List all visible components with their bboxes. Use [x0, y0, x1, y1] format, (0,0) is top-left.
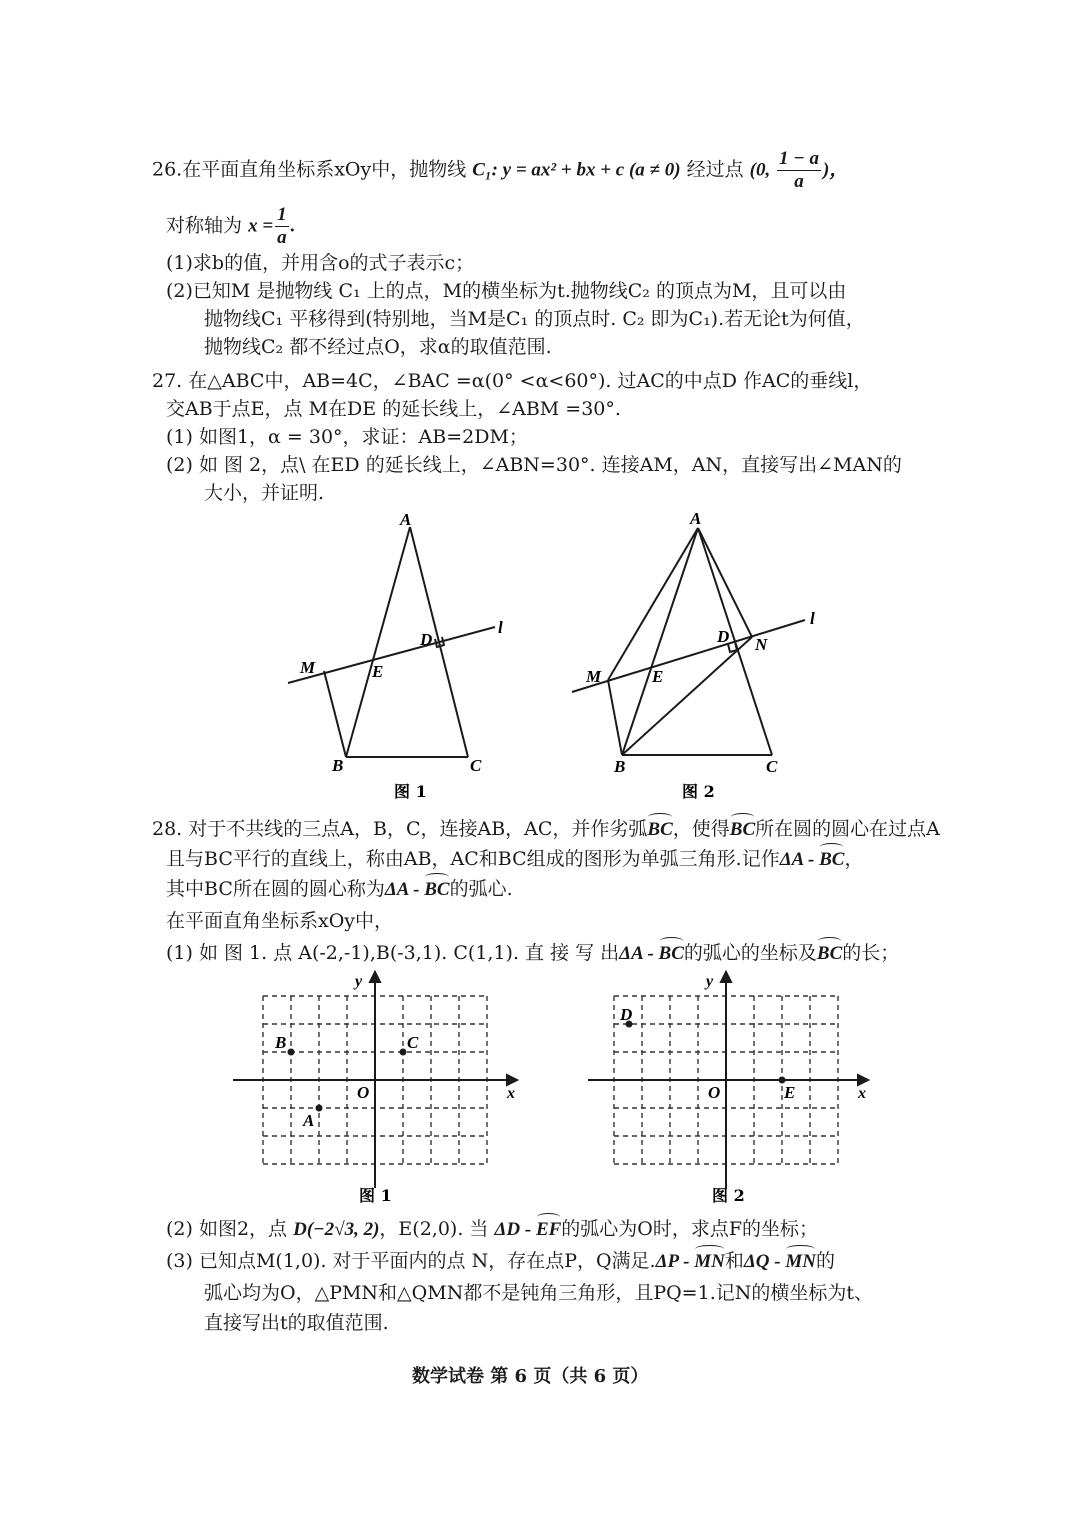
point-B [288, 1049, 295, 1056]
q26-parabola-equation: C₁: y = ax² + bx + c (a ≠ 0) [472, 159, 681, 181]
label-C: C [407, 1033, 419, 1052]
tri-A-2: ΔA - [384, 879, 425, 900]
q27-part1: (1) 如图1，α = 30°，求证：AB=2DM； [166, 426, 528, 448]
q28-part3-line3: 直接写出t的取值范围. [204, 1312, 389, 1334]
q28-line2 [166, 846, 863, 873]
q28-part2-mid: ，E(2,0). 当 [379, 1218, 489, 1240]
q26-axis-fraction [275, 204, 289, 249]
label-y: y [355, 973, 363, 990]
tri-A: ΔA - [779, 849, 820, 870]
segment-MB [324, 671, 346, 757]
q27-part2-line1: (2) 如 图 2，点\ 在ED 的延长线上，∠ABN=30°. 连接AM，AN，直接写出∠MAN的 [166, 454, 902, 476]
q26-point-open: (0, [749, 159, 775, 181]
q26-part1: (1)求b的值，并用含o的式子表示c； [166, 252, 475, 274]
segment-AN [698, 528, 752, 637]
q28-line1-post: 所在圆的圆心在过点A [755, 818, 940, 840]
label-E: E [372, 662, 384, 681]
q28-line1-mid: ，使得 [672, 818, 730, 840]
point-A [316, 1105, 323, 1112]
line-l [288, 627, 495, 683]
arc-EF: EF [536, 1217, 561, 1243]
label-E: E [784, 1083, 796, 1102]
q26-part2-line3: 抛物线C₂ 都不经过点O，求α的取值范围. [204, 336, 552, 358]
tri-D: ΔD - [494, 1219, 536, 1240]
q28-part3-line1 [166, 1248, 835, 1275]
grid-2-caption: 图 2 [712, 1186, 745, 1205]
q28-line2-pre: 且与BC平行的直线上，称由AB，AC和BC组成的图形为单弧三角形.记作 [166, 848, 780, 870]
q26-point-close: )， [823, 159, 849, 181]
label-B: B [275, 1033, 287, 1052]
arc-BC-4: BC [424, 877, 449, 903]
arc-BC: BC [647, 817, 672, 843]
q26-part2-line2: 抛物线C₁ 平移得到(特别地，当M是C₁ 的顶点时. C₂ 即为C₁).若无论t为何值， [204, 308, 865, 330]
label-x: x [858, 1085, 866, 1102]
q26-passes-through: 经过点 [686, 158, 744, 181]
q28-line2-post: ， [844, 848, 864, 870]
q28-part3-line2: 弧心均为O，△PMN和△QMN都不是钝角三角形，且PQ=1.记N的横坐标为t、 [204, 1282, 873, 1304]
segment-AB [346, 527, 410, 757]
label-l: l [810, 609, 815, 628]
point-C [400, 1049, 407, 1056]
arc-BC-2: BC [730, 817, 755, 843]
q28-part2 [166, 1216, 818, 1243]
q28-part1-pre: (1) 如 图 1. 点 A(-2,-1),B(-3,1). C(1,1). 直 接 写 出 [166, 942, 620, 964]
label-O: O [708, 1083, 721, 1102]
q27-figure-2 [560, 500, 830, 805]
label-y: y [706, 973, 714, 990]
label-N: N [755, 635, 768, 654]
q26-point-numerator: 1 − a [778, 148, 819, 169]
x-axis-arrow [507, 1075, 517, 1085]
arc-BC-3: BC [819, 847, 844, 873]
label-O: O [357, 1083, 370, 1102]
arc-MN-2: MN [785, 1249, 816, 1275]
arc-BC-5: BC [659, 941, 684, 967]
label-A: A [690, 509, 702, 528]
label-E: E [652, 667, 664, 686]
label-C: C [766, 757, 778, 776]
label-D: D [620, 1005, 633, 1024]
y-axis-arrow [370, 972, 380, 982]
arc-MN: MN [694, 1249, 725, 1275]
q26-axis-numerator: 1 [277, 204, 287, 225]
label-A: A [400, 510, 412, 529]
q27-line2: 交AB于点E，点 M在DE 的延长线上，∠ABM =30°. [166, 398, 621, 420]
tri-Q: ΔQ - [743, 1251, 786, 1272]
q28-grid-figure-2 [580, 966, 890, 1211]
q26-part2-line1: (2)已知M 是抛物线 C₁ 上的点，M的横坐标为t.抛物线C₂ 的顶点为M，且可以由 [166, 280, 847, 302]
label-l: l [498, 618, 503, 637]
q26-axis-x: x = [248, 215, 274, 237]
q26-point-fraction [777, 148, 821, 193]
label-B: B [332, 756, 344, 775]
label-D: D [717, 627, 730, 646]
figure-2-caption: 图 2 [682, 782, 715, 801]
q28-part3-and: 和 [724, 1250, 744, 1272]
q28-part1-mid: 的弧心的坐标及 [683, 942, 817, 964]
q28-part1 [166, 940, 899, 967]
label-M: M [300, 658, 316, 677]
q28-line1-pre: 28. 对于不共线的三点A，B，C，连接AB，AC，并作劣弧 [152, 818, 648, 840]
label-D: D [420, 630, 433, 649]
grid-1-caption: 图 1 [359, 1186, 392, 1205]
label-A: A [303, 1111, 315, 1130]
q28-grid-figure-1 [225, 966, 535, 1211]
q27-line1: 27. 在△ABC中，AB=4C，∠BAC =α(0° <α<60°). 过AC的中点D 作AC的垂线l， [152, 370, 873, 392]
segment-MB [608, 680, 622, 755]
tri-A-3: ΔA - [619, 943, 659, 964]
point-D-expression: D(−2√3, 2) [293, 1219, 380, 1240]
q26-intro: 26.在平面直角坐标系xOy中，抛物线 [152, 158, 467, 181]
label-M: M [586, 667, 602, 686]
arc-BC-6: BC [817, 941, 842, 967]
label-x: x [507, 1085, 515, 1102]
label-C: C [470, 756, 482, 775]
tri-P: ΔP - [655, 1251, 695, 1272]
q28-line3-pre: 其中BC所在圆的圆心称为 [166, 878, 385, 900]
figure-1-caption: 图 1 [394, 782, 427, 801]
q26-line1 [152, 148, 848, 193]
q26-axis-intro: 对称轴为 [166, 214, 243, 237]
q28-part3-pre: (3) 已知点M(1,0). 对于平面内的点 N，存在点P，Q满足. [166, 1250, 656, 1272]
q28-part2-post: 的弧心为O时，求点F的坐标； [561, 1218, 819, 1240]
x-axis-arrow [858, 1075, 868, 1085]
label-B: B [614, 757, 626, 776]
q28-line3 [166, 876, 513, 903]
line-l [572, 620, 805, 692]
q27-part2-line2: 大小，并证明. [204, 482, 325, 504]
q26-line2 [166, 204, 295, 249]
q28-part1-post: 的长； [842, 942, 900, 964]
q28-part2-pre: (2) 如图2，点 [166, 1218, 288, 1240]
q28-line3-post: 的弧心. [449, 878, 513, 900]
q27-figure-1 [280, 505, 540, 805]
q26-axis-end: . [290, 215, 296, 237]
q26-point-denominator: a [794, 171, 804, 192]
q28-part3-post: 的 [815, 1250, 835, 1272]
q28-line4: 在平面直角坐标系xOy中， [166, 910, 394, 932]
y-axis-arrow [721, 972, 731, 982]
q28-line1 [152, 816, 940, 843]
page-footer: 数学试卷 第 6 页（共 6 页） [412, 1366, 649, 1387]
q26-axis-denominator: a [277, 227, 287, 248]
